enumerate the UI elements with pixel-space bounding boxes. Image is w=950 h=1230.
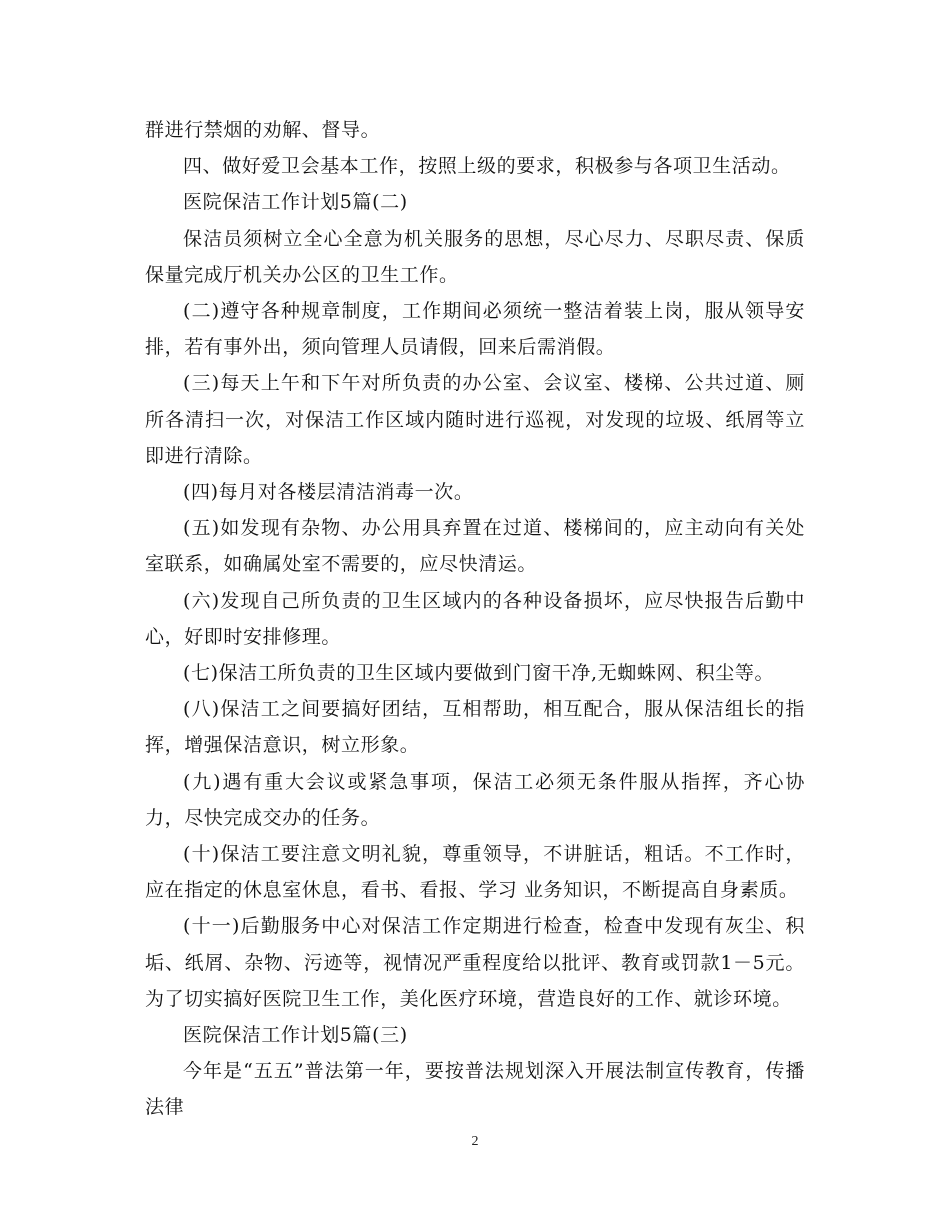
paragraph-section-four: 四、做好爱卫会基本工作，按照上级的要求，积极参与各项卫生活动。 <box>183 155 791 178</box>
paragraph-item-5: (五)如发现有杂物、办公用具弃置在过道、楼梯间的，应主动向有关处室联系，如确属处室不需要的，应尽快清运。 <box>145 517 805 576</box>
paragraph-continuation: 群进行禁烟的劝解、督导。 <box>145 119 381 141</box>
paragraph-law-education: 今年是“五五”普法第一年，要按普法规划深入开展法制宣传教育，传播法律 <box>145 1060 805 1119</box>
section-heading-three: 医院保洁工作计划5篇(三) <box>183 1024 408 1047</box>
paragraph-item-10: (十)保洁工要注意文明礼貌，尊重领导，不讲脏话，粗话。不工作时，应在指定的休息室休息，看书、看报、学习 业务知识，不断提高自身素质。 <box>145 843 805 902</box>
paragraph-item-2: (二)遵守各种规章制度，工作期间必须统一整洁着装上岗，服从领导安排，若有事外出，须向管理人员请假，回来后需消假。 <box>145 300 805 359</box>
page-number: 2 <box>471 1134 479 1149</box>
paragraph-item-3: (三)每天上午和下午对所负责的办公室、会议室、楼梯、公共过道、厕所各清扫一次，对保洁工作区域内随时进行巡视，对发现的垃圾、纸屑等立即进行清除。 <box>145 372 805 467</box>
section-heading-two: 医院保洁工作计划5篇(二) <box>183 191 408 214</box>
paragraph-item-7: (七)保洁工所负责的卫生区域内要做到门窗干净,无蜘蛛网、积尘等。 <box>183 662 775 685</box>
document-body <box>145 112 805 1126</box>
paragraph-intro: 保洁员须树立全心全意为机关服务的思想，尽心尽力、尽职尽责、保质保量完成厅机关办公区的卫生工作。 <box>145 227 805 286</box>
paragraph-item-11: (十一)后勤服务中心对保洁工作定期进行检查，检查中发现有灰尘、积垢、纸屑、杂物、污迹等，视情况严重程度给以批评、教育或罚款1－5元。为了切实搞好医院卫生工作，美化医疗环境，营造良好的工作、就诊环境。 <box>145 915 805 1010</box>
paragraph-item-9: (九)遇有重大会议或紧急事项，保洁工必须无条件服从指挥，齐心协力，尽快完成交办的任务。 <box>145 770 805 829</box>
paragraph-item-6: (六)发现自己所负责的卫生区域内的各种设备损坏，应尽快报告后勤中心，好即时安排修理。 <box>145 589 805 648</box>
paragraph-item-8: (八)保洁工之间要搞好团结，互相帮助，相互配合，服从保洁组长的指挥，增强保洁意识，树立形象。 <box>145 698 805 757</box>
paragraph-item-4: (四)每月对各楼层清洁消毒一次。 <box>183 481 474 504</box>
